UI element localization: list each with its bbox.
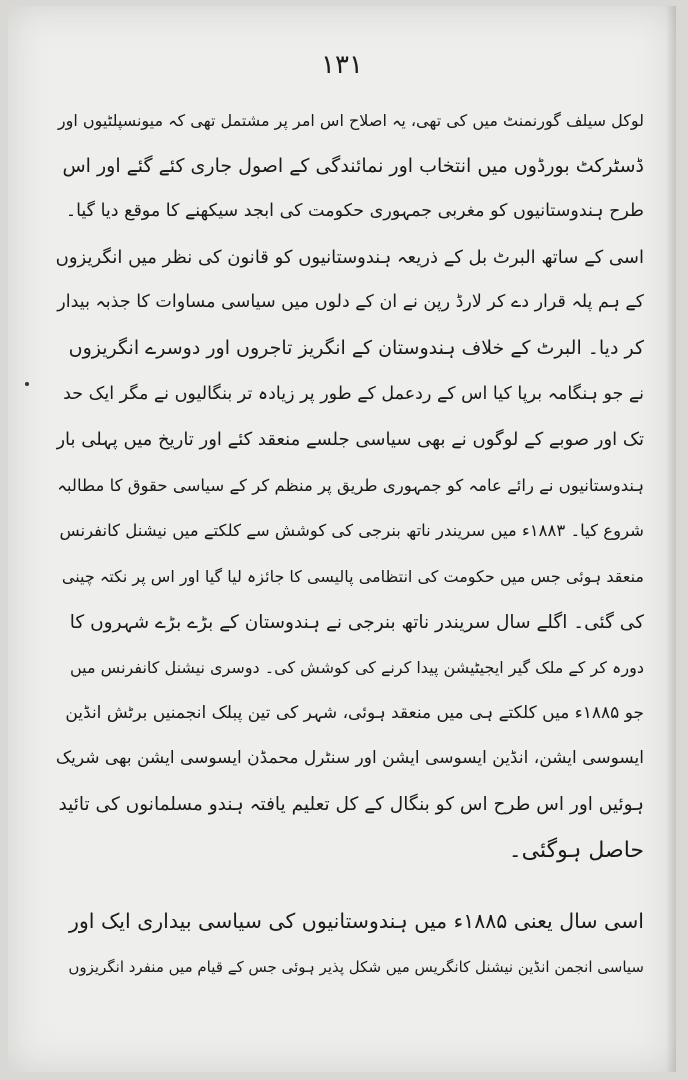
- body-text: [56, 98, 644, 990]
- text-line: اسی سال یعنی ۱۸۸۵ء میں ہندوستانیوں کی سیاسی بیداری ایک اور: [68, 909, 644, 934]
- text-line: دورہ کر کے ملک گیر ایجیٹیشن پیدا کرنے کی کوشش کی۔ دوسری نیشنل کانفرنس میں: [70, 658, 644, 678]
- text-line: حاصل ہوگئی۔: [508, 837, 644, 863]
- text-line: ایسوسی ایشن، انڈین ایسوسی ایشن اور سنٹرل محمڈن ایسوسی ایشن بھی شریک: [56, 748, 644, 769]
- text-line: ہندوستانیوں نے رائے عامہ کو جمہوری طریق پر منظم کر کے سیاسی حقوق کا مطالبہ: [57, 475, 644, 495]
- text-line: تک اور صوبے کے لوگوں نے بھی سیاسی جلسے منعقد کئے اور تاریخ میں پہلی بار: [56, 429, 644, 451]
- text-line: طرح ہندوستانیوں کو مغربی جمہوری حکومت کی ابجد سیکھنے کا موقع دیا گیا۔: [65, 201, 644, 222]
- text-line: سیاسی انجمن انڈین نیشنل کانگریس میں شکل پذیر ہوئی جس کے قیام میں منفرد انگریزوں: [68, 957, 644, 976]
- text-line: اسی کے ساتھ البرٹ بل کے ذریعہ ہندوستانیوں کو قانون کی نظر میں انگریزوں: [56, 246, 644, 268]
- paragraph-gap: [56, 873, 644, 899]
- ink-speck: [25, 382, 29, 386]
- text-line: لوکل سیلف گورنمنٹ میں کی تھی، یہ اصلاح اس امر پر مشتمل تھی کہ میونسپلٹیوں اور: [57, 111, 644, 130]
- text-line: نے جو ہنگامہ برپا کیا اس کے ردعمل کے طور پر زیادہ تر بنگالیوں نے مگر ایک حد: [63, 383, 644, 404]
- text-line: کے ہم پلہ قرار دے کر لارڈ رپن نے ان کے دلوں میں سیاسی مساوات کا جذبہ بیدار: [57, 292, 644, 313]
- text-line: شروع کیا۔ ۱۸۸۳ء میں سریندر ناتھ بنرجی کی کوشش سے کلکتے میں نیشنل کانفرنس: [59, 521, 644, 541]
- text-line: کی گئی۔ اگلے سال سریندر ناتھ بنرجی نے ہندوستان کے بڑے بڑے شہروں کا: [69, 611, 644, 633]
- text-line: ہوئیں اور اس طرح اس کو بنگال کے کل تعلیم یافتہ ہندو مسلمانوں کی تائید: [58, 793, 644, 815]
- text-line: کر دیا۔ البرٹ کے خلاف ہندوستان کے انگریز تاجروں اور دوسرے انگریزوں: [68, 336, 644, 359]
- page-edge-shadow: [666, 6, 676, 1072]
- text-line: منعقد ہوئی جس میں حکومت کی انتظامی پالیسی کا جائزہ لیا گیا اور اس پر نکتہ چینی: [61, 566, 644, 586]
- text-line: ڈسٹرکٹ بورڈوں میں انتخاب اور نمائندگی کے اصول جاری کئے گئے اور اس: [62, 154, 644, 177]
- page-number: ۱۳۱: [321, 50, 363, 80]
- book-page: [8, 6, 676, 1072]
- text-line: جو ۱۸۸۵ء میں کلکتے ہی میں منعقد ہوئی، شہر کی تین پبلک انجمنیں برٹش انڈین: [65, 702, 644, 723]
